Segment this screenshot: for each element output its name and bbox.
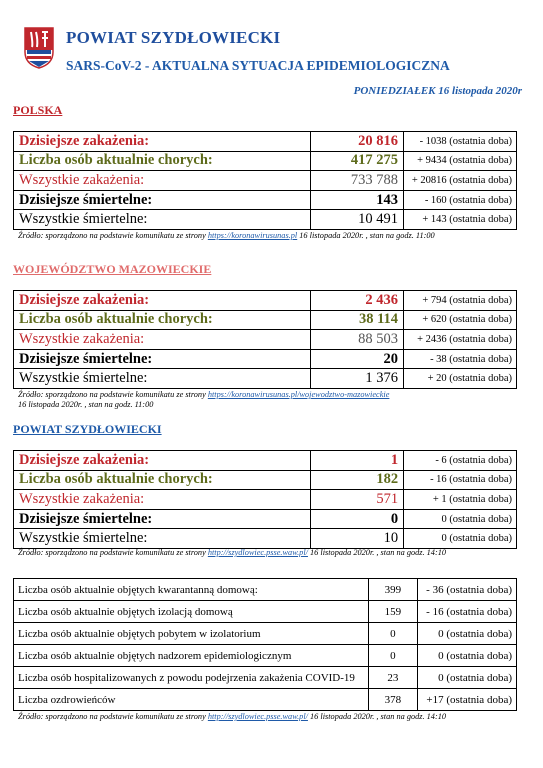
detail-label: Liczba osób hospitalizowanych z powodu podejrzenia zakażenia COVID-19 bbox=[14, 667, 369, 689]
stat-change: + 9434 (ostatnia doba) bbox=[404, 151, 517, 171]
stat-value: 143 bbox=[311, 190, 404, 210]
source-prefix: Źródło: sporządzono na podstawie komunikatu ze strony bbox=[18, 390, 206, 399]
stat-value: 20 816 bbox=[311, 132, 404, 152]
source-link[interactable]: https://koronawirusunas.pl/wojewodztwo-mazowieckie bbox=[207, 390, 390, 399]
table-row bbox=[14, 210, 517, 230]
stat-label: Dzisiejsze zakażenia: bbox=[14, 132, 311, 152]
source-note bbox=[18, 390, 389, 399]
detail-label: Liczba osób aktualnie objętych pobytem w izolatorium bbox=[14, 623, 369, 645]
stat-label: Dzisiejsze śmiertelne: bbox=[14, 190, 311, 210]
stat-change: + 620 (ostatnia doba) bbox=[404, 310, 517, 330]
detail-value: 399 bbox=[368, 579, 417, 601]
stat-label: Wszystkie zakażenia: bbox=[14, 330, 311, 350]
table-row bbox=[14, 132, 517, 152]
detail-value: 378 bbox=[368, 689, 417, 711]
table-row bbox=[14, 689, 517, 711]
stat-label: Liczba osób aktualnie chorych: bbox=[14, 151, 311, 171]
stat-label: Dzisiejsze zakażenia: bbox=[14, 291, 311, 311]
stat-change: + 1 (ostatnia doba) bbox=[404, 490, 517, 510]
source-note bbox=[18, 231, 435, 240]
source-note bbox=[18, 712, 446, 721]
powiat-stats-table bbox=[13, 450, 517, 549]
table-row bbox=[14, 349, 517, 369]
table-row bbox=[14, 310, 517, 330]
stat-change: - 16 (ostatnia doba) bbox=[404, 470, 517, 490]
detail-value: 0 bbox=[368, 645, 417, 667]
source-prefix: Źródło: sporządzono na podstawie komunikatu ze strony bbox=[18, 548, 206, 557]
source-link[interactable]: http://szydlowiec.psse.waw.pl/ bbox=[207, 548, 308, 557]
table-row bbox=[14, 579, 517, 601]
source-suffix: 16 listopada 2020r. , stan na godz. 14:10 bbox=[310, 712, 447, 721]
source-suffix: 16 listopada 2020r. , stan na godz. 14:10 bbox=[310, 548, 447, 557]
table-row bbox=[14, 529, 517, 549]
table-row bbox=[14, 490, 517, 510]
stat-value: 733 788 bbox=[311, 171, 404, 191]
stat-change: 0 (ostatnia doba) bbox=[404, 529, 517, 549]
section-heading-polska: POLSKA bbox=[13, 103, 63, 117]
stat-value: 0 bbox=[311, 509, 404, 529]
stat-label: Dzisiejsze zakażenia: bbox=[14, 451, 311, 471]
table-row bbox=[14, 369, 517, 389]
table-row bbox=[14, 330, 517, 350]
stat-label: Wszystkie zakażenia: bbox=[14, 490, 311, 510]
page-title: POWIAT SZYDŁOWIECKI bbox=[66, 28, 281, 47]
stat-change: + 20 (ostatnia doba) bbox=[404, 369, 517, 389]
stat-value: 10 bbox=[311, 529, 404, 549]
page-subtitle: SARS-CoV-2 - AKTUALNA SYTUACJA EPIDEMIOLOGICZNA bbox=[66, 58, 450, 73]
stat-label: Wszystkie śmiertelne: bbox=[14, 369, 311, 389]
detail-label: Liczba ozdrowieńców bbox=[14, 689, 369, 711]
source-link[interactable]: http://szydlowiec.psse.waw.pl/ bbox=[207, 712, 308, 721]
source-prefix: Źródło: sporządzono na podstawie komunikatu ze strony bbox=[18, 231, 206, 240]
stat-value: 1 bbox=[311, 451, 404, 471]
source-note bbox=[18, 548, 446, 557]
stat-value: 10 491 bbox=[311, 210, 404, 230]
stat-value: 88 503 bbox=[311, 330, 404, 350]
detail-change: - 36 (ostatnia doba) bbox=[418, 579, 517, 601]
source-suffix: 16 listopada 2020r. , stan na godz. 11:00 bbox=[299, 231, 435, 240]
stat-value: 2 436 bbox=[311, 291, 404, 311]
stat-label: Dzisiejsze śmiertelne: bbox=[14, 509, 311, 529]
stat-label: Liczba osób aktualnie chorych: bbox=[14, 470, 311, 490]
detail-change: +17 (ostatnia doba) bbox=[418, 689, 517, 711]
source-note-date: 16 listopada 2020r. , stan na godz. 11:00 bbox=[18, 400, 154, 409]
stat-value: 571 bbox=[311, 490, 404, 510]
stat-change: - 1038 (ostatnia doba) bbox=[404, 132, 517, 152]
table-row bbox=[14, 623, 517, 645]
stat-change: + 20816 (ostatnia doba) bbox=[404, 171, 517, 191]
stat-change: - 6 (ostatnia doba) bbox=[404, 451, 517, 471]
table-row bbox=[14, 190, 517, 210]
stat-value: 1 376 bbox=[311, 369, 404, 389]
source-link[interactable]: https://koronawirusunas.pl bbox=[207, 231, 298, 240]
stat-label: Wszystkie śmiertelne: bbox=[14, 529, 311, 549]
report-date: PONIEDZIAŁEK 16 listopada 2020r bbox=[353, 85, 522, 97]
table-row bbox=[14, 470, 517, 490]
table-row bbox=[14, 451, 517, 471]
detail-value: 23 bbox=[368, 667, 417, 689]
detail-change: 0 (ostatnia doba) bbox=[418, 623, 517, 645]
stat-label: Dzisiejsze śmiertelne: bbox=[14, 349, 311, 369]
stat-label: Liczba osób aktualnie chorych: bbox=[14, 310, 311, 330]
mazowieckie-stats-table bbox=[13, 290, 517, 389]
section-heading-mazowieckie: WOJEWÓDZTWO MAZOWIECKIE bbox=[13, 262, 212, 276]
table-row bbox=[14, 509, 517, 529]
details-table bbox=[13, 578, 517, 711]
source-prefix: Źródło: sporządzono na podstawie komunikatu ze strony bbox=[18, 712, 206, 721]
detail-label: Liczba osób aktualnie objętych izolacją domową bbox=[14, 601, 369, 623]
stat-label: Wszystkie śmiertelne: bbox=[14, 210, 311, 230]
detail-change: 0 (ostatnia doba) bbox=[418, 667, 517, 689]
stat-value: 38 114 bbox=[311, 310, 404, 330]
stat-change: - 38 (ostatnia doba) bbox=[404, 349, 517, 369]
stat-change: 0 (ostatnia doba) bbox=[404, 509, 517, 529]
detail-change: - 16 (ostatnia doba) bbox=[418, 601, 517, 623]
detail-label: Liczba osób aktualnie objętych nadzorem epidemiologicznym bbox=[14, 645, 369, 667]
detail-label: Liczba osób aktualnie objętych kwarantanną domową: bbox=[14, 579, 369, 601]
table-row bbox=[14, 601, 517, 623]
detail-value: 0 bbox=[368, 623, 417, 645]
stat-change: + 794 (ostatnia doba) bbox=[404, 291, 517, 311]
stat-label: Wszystkie zakażenia: bbox=[14, 171, 311, 191]
section-heading-powiat: POWIAT SZYDŁOWIECKI bbox=[13, 422, 162, 436]
coat-of-arms-icon bbox=[23, 26, 55, 70]
table-row bbox=[14, 667, 517, 689]
stat-change: + 2436 (ostatnia doba) bbox=[404, 330, 517, 350]
table-row bbox=[14, 171, 517, 191]
table-row bbox=[14, 151, 517, 171]
stat-change: + 143 (ostatnia doba) bbox=[404, 210, 517, 230]
stat-value: 20 bbox=[311, 349, 404, 369]
stat-value: 182 bbox=[311, 470, 404, 490]
table-row bbox=[14, 645, 517, 667]
detail-change: 0 (ostatnia doba) bbox=[418, 645, 517, 667]
detail-value: 159 bbox=[368, 601, 417, 623]
polska-stats-table bbox=[13, 131, 517, 230]
stat-change: - 160 (ostatnia doba) bbox=[404, 190, 517, 210]
stat-value: 417 275 bbox=[311, 151, 404, 171]
table-row bbox=[14, 291, 517, 311]
